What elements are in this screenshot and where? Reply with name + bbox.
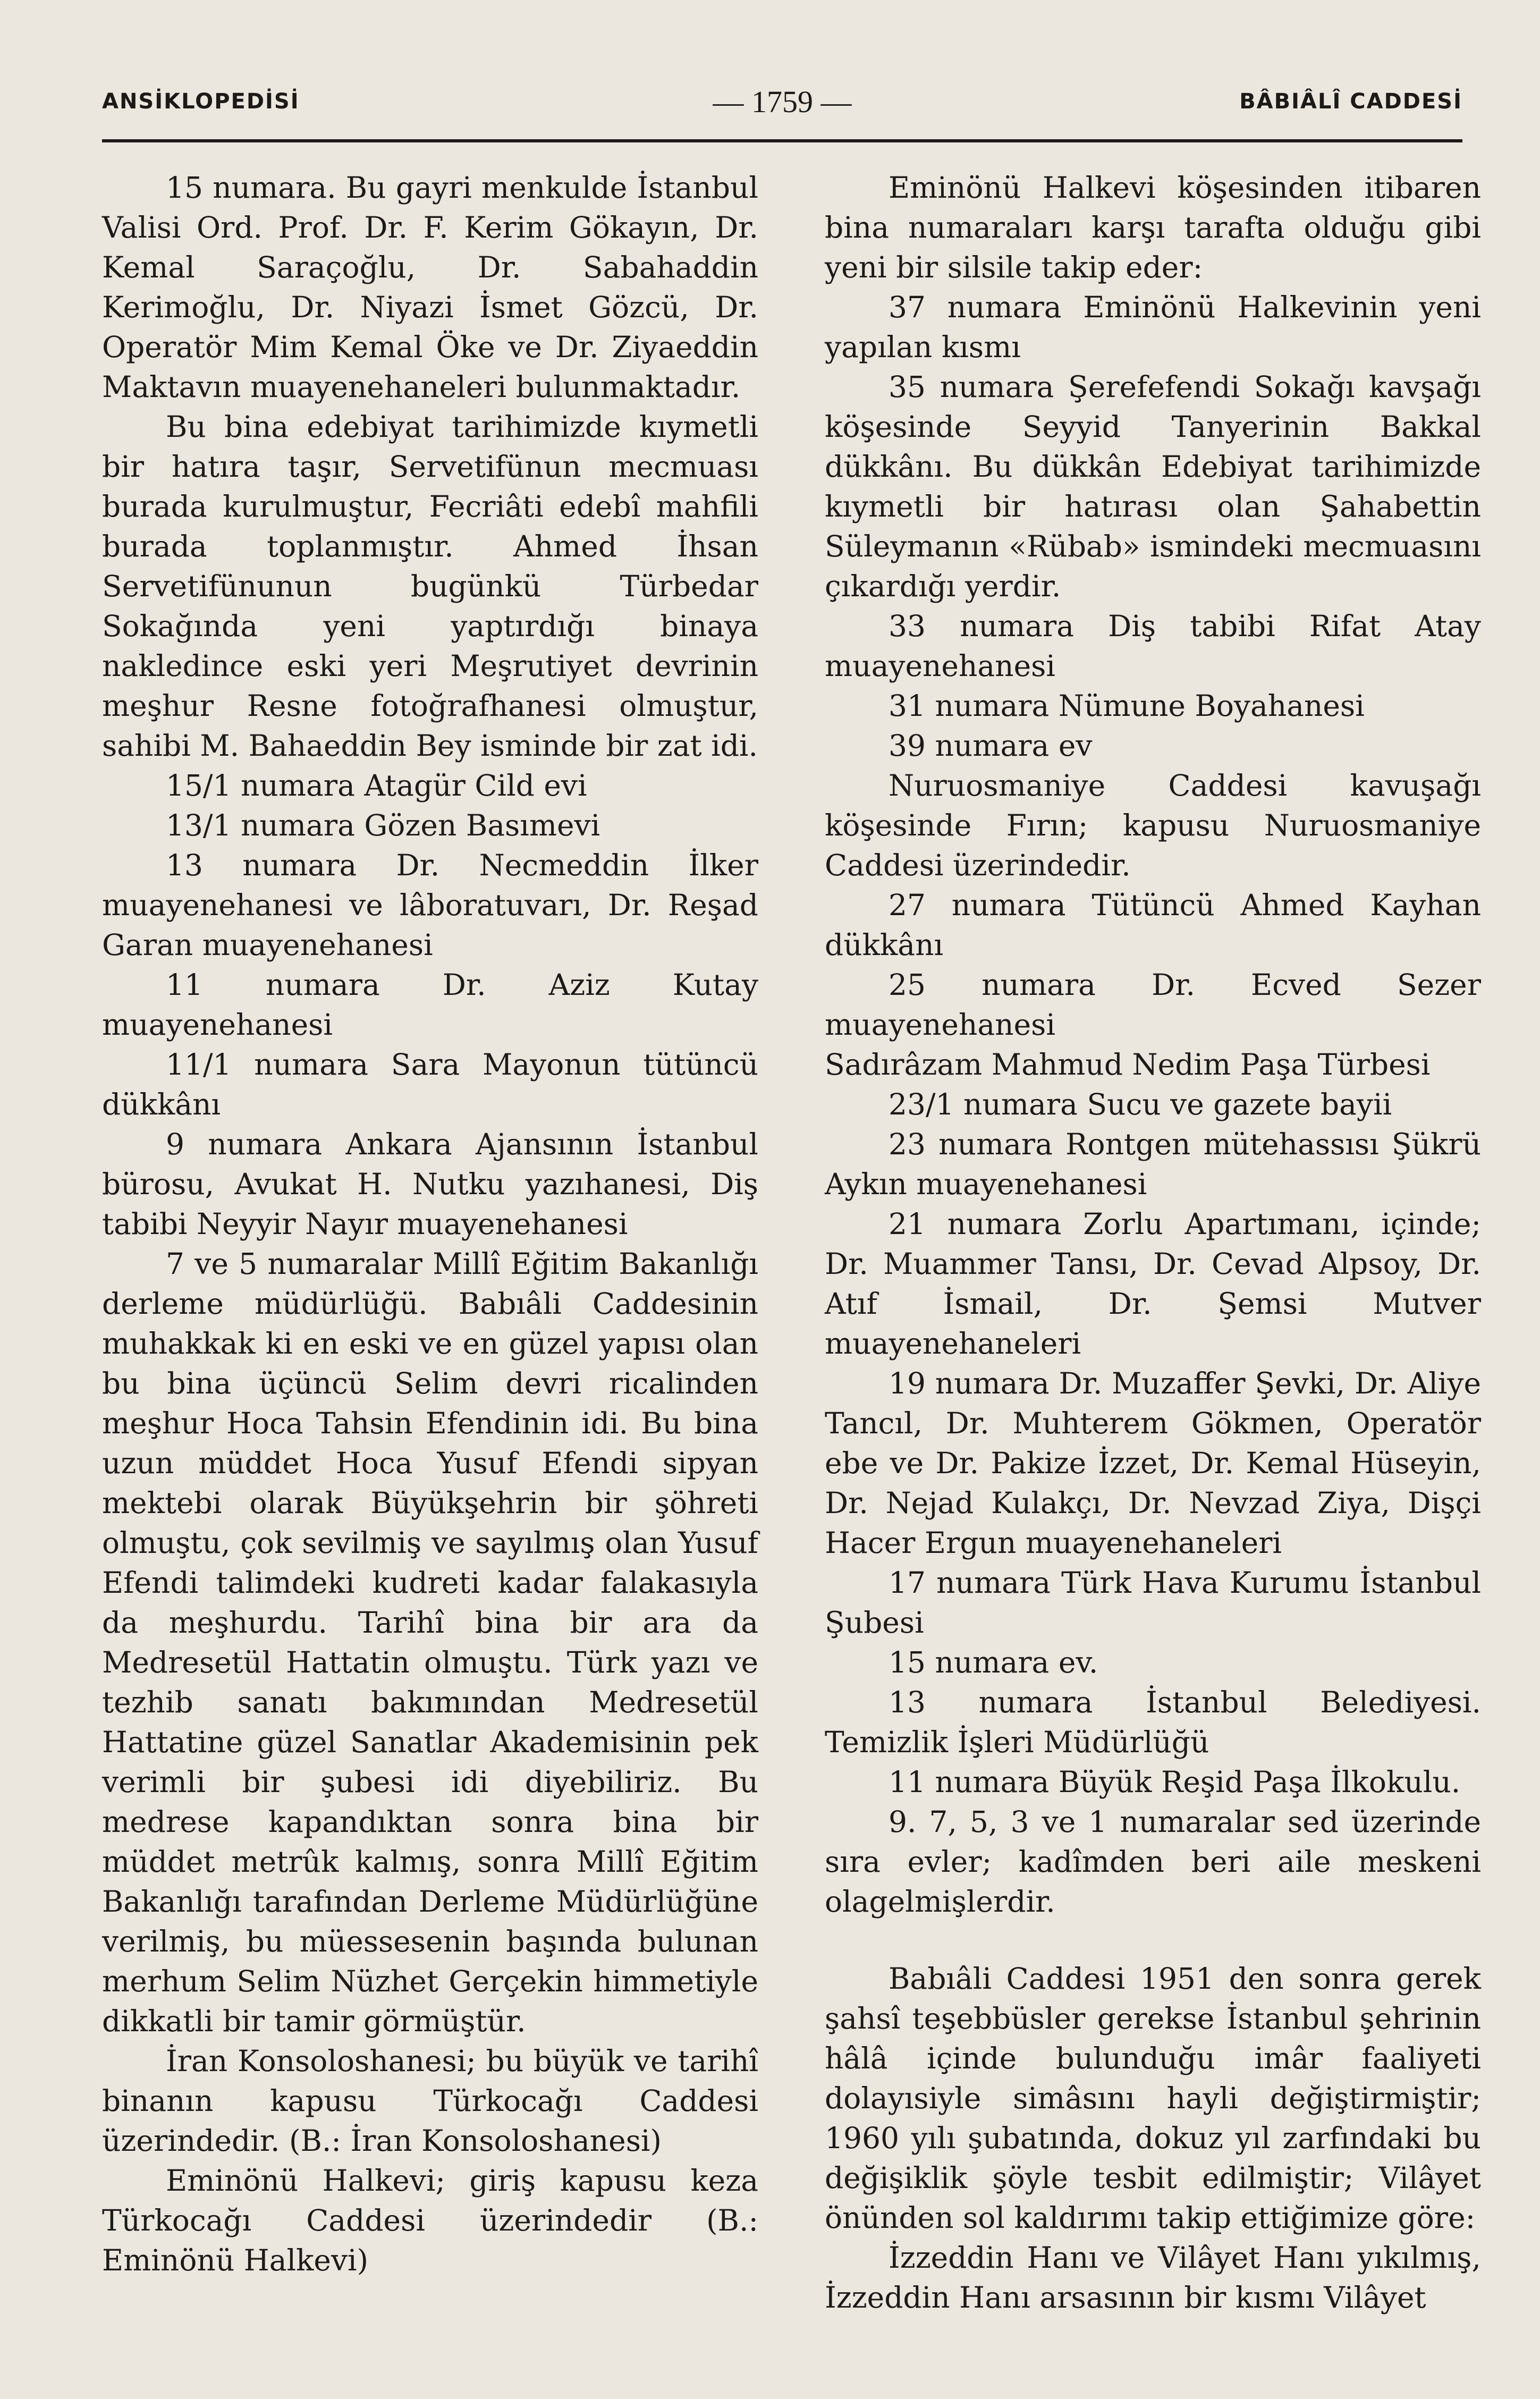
paragraph: İran Konsoloshanesi; bu büyük ve tarihî binanın kapusu Türkocağı Caddesi üzerindedir. (B.: İran Konsoloshanesi) bbox=[102, 2044, 758, 2158]
header-right-title: BÂBIÂLÎ CADDESİ bbox=[1239, 89, 1462, 114]
left-column bbox=[102, 168, 758, 2280]
paragraph: 11 numara Dr. Aziz Kutay muayenehanesi bbox=[102, 968, 758, 1042]
paragraph: 13/1 numara Gözen Basımevi bbox=[166, 808, 600, 842]
paragraph: 39 numara ev bbox=[889, 729, 1093, 763]
paragraph: 35 numara Şerefefendi Sokağı kavşağı köşesinde Seyyid Tanyerinin Bakkal dükkânı. Bu dükkân Edebiyat tarihimizde kıymetli bir hatırası olan Şahabettin Süleymanın «Rübab» ismindeki mecmuasını çıkardığı yerdir. bbox=[825, 370, 1481, 603]
paragraph: 21 numara Zorlu Apartımanı, içinde; Dr. Muammer Tansı, Dr. Cevad Alpsoy, Dr. Atıf İsmail, Dr. Şemsi Mutver muayenehaneleri bbox=[825, 1207, 1481, 1361]
paragraph: 13 numara İstanbul Belediyesi. Temizlik İşleri Müdürlüğü bbox=[825, 1685, 1481, 1759]
header-left-title: ANSİKLOPEDİSİ bbox=[102, 89, 300, 114]
running-header bbox=[102, 85, 1462, 132]
paragraph: 9. 7, 5, 3 ve 1 numaralar sed üzerinde sıra evler; kadîmden beri aile meskeni olagelmişlerdir. bbox=[825, 1805, 1481, 1919]
paragraph: 23 numara Rontgen mütehassısı Şükrü Aykın muayenehanesi bbox=[825, 1127, 1481, 1201]
paragraph: Bu bina edebiyat tarihimizde kıymetli bir hatıra taşır, Servetifünun mecmuası burada kurulmuştur, Fecriâti edebî mahfili burada toplanmıştır. Ahmed İhsan Servetifünunun bugünkü Türbedar Sokağında yeni yaptırdığı binaya nakledince eski yeri Meşrutiyet devrinin meşhur Resne fotoğrafhanesi olmuştur, sahibi M. Bahaeddin Bey isminde bir zat idi. bbox=[102, 410, 758, 763]
paragraph: 27 numara Tütüncü Ahmed Kayhan dükkânı bbox=[825, 888, 1481, 962]
paragraph: 17 numara Türk Hava Kurumu İstanbul Şubesi bbox=[825, 1566, 1481, 1640]
paragraph: 11/1 numara Sara Mayonun tütüncü dükkânı bbox=[102, 1048, 758, 1121]
header-rule bbox=[102, 139, 1462, 142]
paragraph: 25 numara Dr. Ecved Sezer muayenehanesi bbox=[825, 968, 1481, 1042]
paragraph: 31 numara Nümune Boyahanesi bbox=[889, 689, 1365, 723]
paragraph: Sadırâzam Mahmud Nedim Paşa Türbesi bbox=[825, 1048, 1431, 1082]
page-number: — 1759 — bbox=[713, 85, 852, 119]
paragraph: 37 numara Eminönü Halkevinin yeni yapılan kısmı bbox=[825, 290, 1481, 364]
paragraph: 33 numara Diş tabibi Rifat Atay muayenehanesi bbox=[825, 609, 1481, 683]
paragraph: Nuruosmaniye Caddesi kavuşağı köşesinde Fırın; kapusu Nuruosmaniye Caddesi üzerindedir. bbox=[825, 768, 1481, 882]
paragraph: Eminönü Halkevi; giriş kapusu keza Türkocağı Caddesi üzerindedir (B.: Eminönü Halkevi) bbox=[102, 2164, 758, 2277]
right-column bbox=[825, 168, 1481, 2318]
paragraph: 15 numara. Bu gayri menkulde İstanbul Valisi Ord. Prof. Dr. F. Kerim Gökayın, Dr. Kemal Saraçoğlu, Dr. Sabahaddin Kerimoğlu, Dr. Niyazi İsmet Gözcü, Dr. Operatör Mim Kemal Öke ve Dr. Ziyaeddin Maktavın muayenehaneleri bulunmaktadır. bbox=[102, 171, 758, 404]
paragraph: 11 numara Büyük Reşid Paşa İlkokulu. bbox=[889, 1765, 1461, 1799]
paragraph: 15/1 numara Atagür Cild evi bbox=[166, 768, 587, 803]
paragraph: 15 numara ev. bbox=[889, 1645, 1098, 1679]
paragraph: 9 numara Ankara Ajansının İstanbul bürosu, Avukat H. Nutku yazıhanesi, Diş tabibi Neyyir Nayır muayenehanesi bbox=[102, 1127, 758, 1241]
paragraph: 7 ve 5 numaralar Millî Eğitim Bakanlığı derleme müdürlüğü. Babıâli Caddesinin muhakkak ki en eski ve en güzel yapısı olan bu bina üçüncü Selim devri ricalinden meşhur Hoca Tahsin Efendinin idi. Bu bina uzun müddet Hoca Yusuf Efendi sipyan mektebi olarak Büyükşehrin bir şöhreti olmuştu, çok sevilmiş ve sayılmış olan Yusuf Efendi talimdeki kudreti kadar falakasıyla da meşhurdu. Tarihî bina bir ara da Medresetül Hattatin olmuştu. Türk yazı ve tezhib sanatı bakımından Medresetül Hattatine güzel Sanatlar Akademisinin pek verimli bir şubesi idi diyebiliriz. Bu medrese kapandıktan sonra bina bir müddet metrûk kalmış, sonra Millî Eğitim Bakanlığı tarafından Derleme Müdürlüğüne verilmiş, bu müessesenin başında bulunan merhum Selim Nüzhet Gerçekin himmetiyle dikkatli bir tamir görmüştür. bbox=[102, 1247, 758, 2038]
paragraph: 23/1 numara Sucu ve gazete bayii bbox=[889, 1087, 1392, 1121]
paragraph: 19 numara Dr. Muzaffer Şevki, Dr. Aliye Tancıl, Dr. Muhterem Gökmen, Operatör ebe ve Dr. Pakize İzzet, Dr. Kemal Hüseyin, Dr. Nejad Kulakçı, Dr. Nevzad Ziya, Dişçi Hacer Ergun muayenehaneleri bbox=[825, 1366, 1481, 1560]
paragraph: Babıâli Caddesi 1951 den sonra gerek şahsî teşebbüsler gerekse İstanbul şehrinin hâlâ içinde bulunduğu imâr faaliyeti dolayısiyle simâsını hayli değiştirmiştir; 1960 yılı şubatında, dokuz yıl zarfındaki bu değişiklik şöyle tesbit edilmiştir; Vilâyet önünden sol kaldırımı takip ettiğimize göre: bbox=[825, 1962, 1481, 2235]
paragraph: 13 numara Dr. Necmeddin İlker muayenehanesi ve lâboratuvarı, Dr. Reşad Garan muayenehanesi bbox=[102, 848, 758, 962]
paragraph: İzzeddin Hanı ve Vilâyet Hanı yıkılmış, İzzeddin Hanı arsasının bir kısmı Vilâyet bbox=[825, 2241, 1481, 2314]
paragraph: Eminönü Halkevi köşesinden itibaren bina numaraları karşı tarafta olduğu gibi yeni bir silsile takip eder: bbox=[825, 171, 1481, 284]
